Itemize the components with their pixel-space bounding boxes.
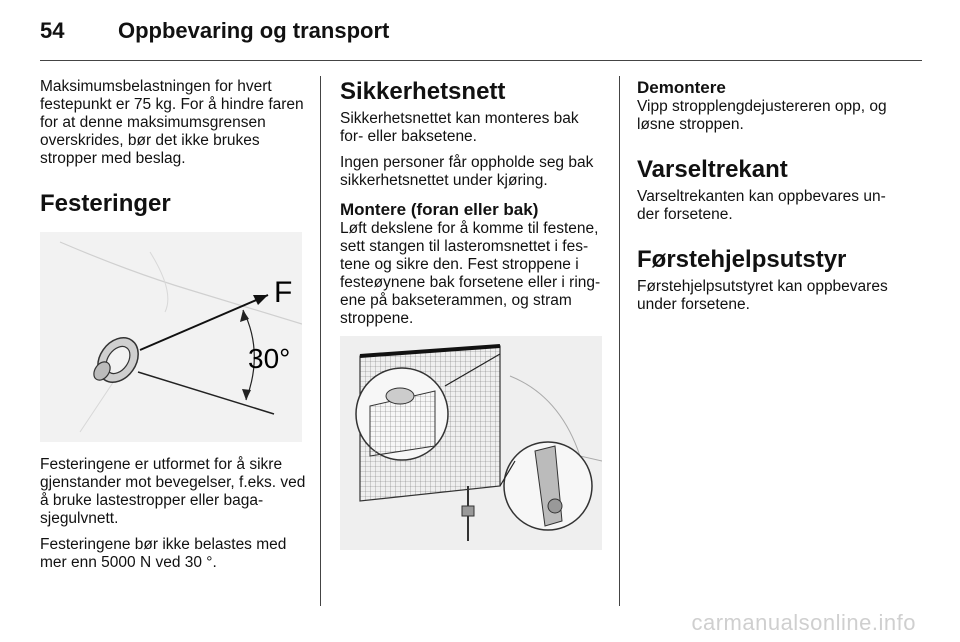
page-header xyxy=(40,18,389,48)
column-3 xyxy=(637,78,905,322)
header-rule xyxy=(40,60,922,61)
page-title: Oppbevaring og transport xyxy=(118,18,390,43)
watermark: carmanualsonline.info xyxy=(691,610,916,635)
safety-net-figure xyxy=(340,336,602,550)
tie-down-ring-figure xyxy=(40,232,302,442)
festeringer-description: Festeringene er utformet for å sikre gjenstander mot bevegelser, f.eks. ved å bruke lastestropper eller baga- sjegulvnett. xyxy=(40,456,306,527)
column-divider-1 xyxy=(320,76,321,606)
montere-instructions: Løft dekslene for å komme til festene, sett stangen til lasteromsnettet i fes- tene og sikre den. Fest stroppene i festeøynene bak forsetene eller i ring- ene på bakseterammen, og stram stroppene. xyxy=(340,220,601,327)
force-label: F xyxy=(274,276,293,309)
subheading-montere: Montere (foran eller bak) xyxy=(340,200,539,219)
net-warning-text: Ingen personer får oppholde seg bak sikkerhetsnettet under kjøring. xyxy=(340,154,594,189)
demontere-instructions: Vipp stropplengdejustereren opp, og løsne stroppen. xyxy=(637,98,887,133)
column-divider-2 xyxy=(619,76,620,606)
subheading-demontere: Demontere xyxy=(637,78,726,97)
section-heading-festeringer: Festeringer xyxy=(40,190,171,217)
angle-label: 30° xyxy=(248,343,291,374)
varseltrekant-text: Varseltrekanten kan oppbevares un- der forsetene. xyxy=(637,188,886,223)
net-mount-text: Sikkerhetsnettet kan monteres bak for- eller baksetene. xyxy=(340,110,579,145)
tie-down-ring-illustration xyxy=(40,232,302,442)
column-1 xyxy=(40,78,306,580)
festeringer-load-warning: Festeringene bør ikke belastes med mer enn 5000 N ved 30 °. xyxy=(40,536,287,571)
tie-down-ring-icon xyxy=(89,330,146,390)
section-heading-varseltrekant: Varseltrekant xyxy=(637,156,788,183)
column-2 xyxy=(340,78,606,550)
forstehjelpsutstyr-text: Førstehjelpsutstyret kan oppbevares under forsetene. xyxy=(637,278,888,313)
section-heading-sikkerhetsnett: Sikkerhetsnett xyxy=(340,78,506,105)
page-number: 54 xyxy=(40,18,65,43)
safety-net-illustration xyxy=(340,336,602,550)
section-heading-forstehjelpsutstyr: Førstehjelpsutstyr xyxy=(637,246,847,273)
load-limit-text: Maksimumsbelastningen for hvert festepunkt er 75 kg. For å hindre faren for at denne maksimumsgrensen overskrides, bør det ikke brukes stropper med beslag. xyxy=(40,78,304,167)
